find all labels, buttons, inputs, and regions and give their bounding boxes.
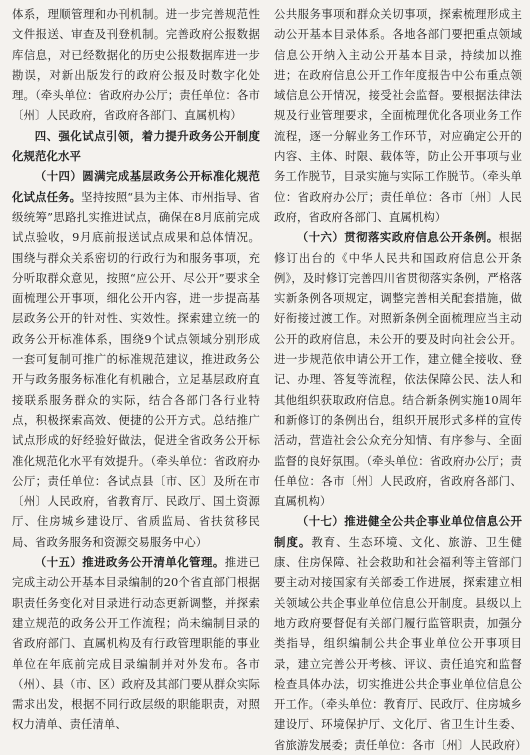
paragraph-continued-right: 公共服务事项和群众关切事项，探索梳理形成主动公开基本目录体系。各地各部门要把重点领域信息公开纳入主动公开基本目录，持续加以推进；在政府信息公开工作年度报告中公布重点领域信息公开情况，接受社会监督。要根据法律法规及行业管理要求，全面梳理优化各项业务工作流程，逐一分解业务工作环节，对应确定公开的内容、主体、时限、载体等，防止公开事项与业务工作脱节，目录实施与实际工作脱节。（牵头单位：省政府办公厅；责任单位：各市〔州〕人民政府，省政府各部门、直属机构） bbox=[274, 7, 522, 224]
item-17-title: （十七）推进健全公共企事业单位信息公开制度。 bbox=[274, 514, 522, 549]
paragraph-item-16 bbox=[274, 227, 522, 511]
paragraph-item-15 bbox=[12, 552, 260, 735]
right-column bbox=[274, 4, 527, 752]
left-column bbox=[12, 4, 260, 732]
item-17-body: 教育、生态环境、文化、旅游、卫生健康、住房保障、社会救助和社会福利等主管部门要主动对接国家有关部委工作进展，探索建立相关领域公共企事业单位信息公开制度。县级以上地方政府要督促有关部门履行监管职责，加强分类指导，组织编制公共企事业单位公开事项目录，建立完善公开考核、评议、责任追究和监督检查具体办法，切实推进公共企事业单位信息公开工作。（牵头单位：教育厅、民政厅、住房城乡建设厅、环境保护厅、文化厅、省卫生计生委、省旅游发展委；责任单位：各市〔州〕人民政府） bbox=[274, 534, 527, 752]
paragraph-item-17 bbox=[274, 511, 527, 755]
item-14-title: （十四）圆满完成基层政务公开标准化规范化试点任务。 bbox=[12, 169, 260, 204]
paragraph-continued: 体系，理顺管理和办刊机制。进一步完善规范性文件报送、审查及刊登机制。完善政府公报数据库信息，对已经数据化的历史公报数据库进一步勘误，对新出版发行的政府公报及时数字化处理。（牵头单位：省政府办公厅；责任单位：各市〔州〕人民政府，省政府各部门、直属机构） bbox=[12, 7, 260, 123]
item-15-title: （十五）推进政务公开清单化管理。 bbox=[34, 555, 225, 570]
item-16-title: （十六）贯彻落实政府信息公开条例。 bbox=[296, 230, 499, 245]
item-16-body: 根据修订出台的《中华人民共和国政府信息公开条例》，及时修订完善四川省贯彻落实条例，严格落实新条例各项规定，调整完善相关配套措施，做好衔接过渡工作。对照新条例全面梳理应当主动公开的政府信息，未公开的要及时向社会公开。进一步规范依申请公开工作，建立健全接收、登记、办理、答复等流程，依法保障公民、法人和其他组织获取政府信息。结合新条例实施10周年和新修订的条例出台，组织开展形式多样的宣传活动，营造社会公众充分知情、有序参与、全面监督的良好氛围。（牵头单位：省政府办公厅；责任单位：各市〔州〕人民政府，省政府各部门、直属机构） bbox=[274, 230, 523, 509]
item-15-body: 推进已完成主动公开基本目录编制的20个省直部门根据职责任务变化对目录进行动态更新调整，并探索建立规范的政务公开工作流程；尚未编制目录的省政府部门、直属机构及有行政管理职能的事业单位在年底前完成目录编制并对外发布。各市（州）、县（市、区）政府及其部门要从群众实际需求出发，根据不同行政层级的职能职责，对照权力清单、责任清单、 bbox=[12, 555, 260, 732]
paragraph-item-14 bbox=[12, 166, 260, 552]
item-14-body: 坚持按照“县为主体、市州指导、省级统筹”思路扎实推进试点，确保在8月底前完成试点验收，9月底前报送试点成果和总体情况。围绕与群众关系密切的行政行为和服务事项，充分听取群众意见，按照“应公开、尽公开”要求全面梳理公开事项，细化公开内容，进一步提高基层政务公开的针对性、实效性。探索建立统一的政务公开标准体系，围绕9个试点领域分别形成一套可复制可推广的标准规范建议，推进政务公开与政务服务标准化有机融合，立足基层政府直接联系服务群众的实际，结合各部门各行业特点，积极探索高效、便捷的公开方式。总结推广试点形成的好经验好做法，促进全省政务公开标准化规范化水平有效提升。（牵头单位：省政府办公厅；责任单位：各试点县〔市、区〕及所在市〔州〕人民政府，省教育厅、民政厅、国土资源厅、住房城乡建设厅、省质监局、省扶贫移民局、省政务服务和资源交易服务中心） bbox=[12, 189, 260, 549]
section-heading: 四、强化试点引领，着力提升政务公开制度化规范化水平 bbox=[12, 128, 260, 164]
